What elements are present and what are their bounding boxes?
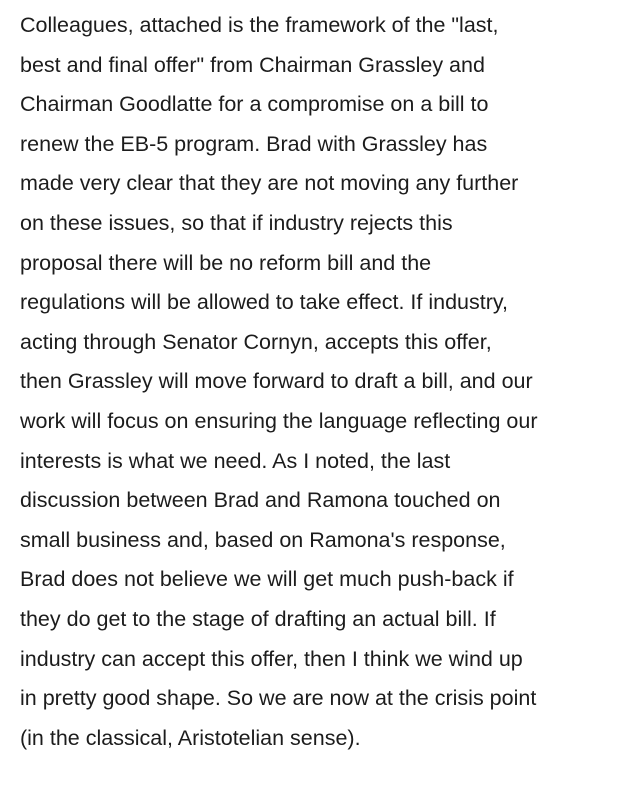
text-line: work will focus on ensuring the language reflecting our — [20, 408, 538, 433]
text-line: acting through Senator Cornyn, accepts this offer, — [20, 329, 492, 354]
text-line: industry can accept this offer, then I think we wind up — [20, 646, 523, 671]
text-line: Chairman Goodlatte for a compromise on a bill to — [20, 92, 489, 117]
text-line: discussion between Brad and Ramona touched on — [20, 488, 501, 513]
text-line: on these issues, so that if industry rejects this — [20, 210, 453, 235]
text-line: then Grassley will move forward to draft a bill, and our — [20, 369, 533, 394]
text-line: proposal there will be no reform bill and the — [20, 250, 432, 275]
text-line: renew the EB-5 program. Brad with Grassley has — [20, 131, 488, 156]
text-line: they do get to the stage of drafting an actual bill. If — [20, 606, 496, 631]
text-line: Brad does not believe we will get much push-back if — [20, 567, 514, 592]
text-line: best and final offer" from Chairman Grassley and — [20, 52, 485, 77]
text-line: Colleagues, attached is the framework of the "last, — [20, 13, 499, 37]
text-line: in pretty good shape. So we are now at the crisis point — [20, 686, 537, 711]
text-line: regulations will be allowed to take effect. If industry, — [20, 290, 508, 315]
text-line: small business and, based on Ramona's response, — [20, 527, 506, 552]
text-line: (in the classical, Aristotelian sense). — [20, 725, 361, 750]
text-line: made very clear that they are not moving any further — [20, 171, 519, 196]
email-body — [20, 6, 630, 758]
text-line: interests is what we need. As I noted, the last — [20, 448, 451, 473]
